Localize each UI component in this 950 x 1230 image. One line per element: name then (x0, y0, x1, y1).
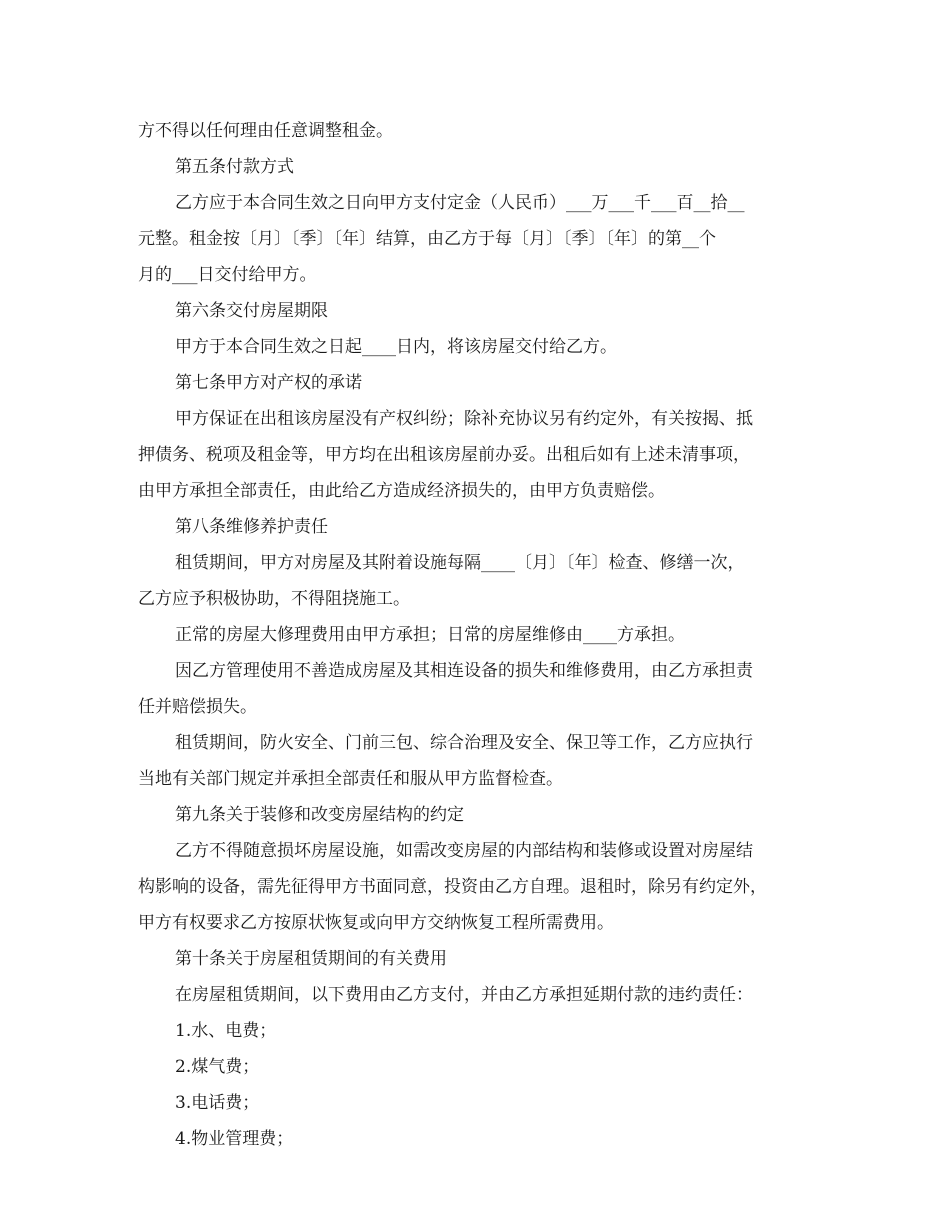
paragraph-line: 甲方有权要求乙方按原状恢复或向甲方交纳恢复工程所需费用。 (138, 913, 614, 933)
paragraph-line: 租赁期间，防火安全、门前三包、综合治理及安全、保卫等工作，乙方应执行 (175, 733, 753, 753)
section-heading-8: 第八条维修养护责任 (175, 517, 328, 537)
section-heading-9: 第九条关于装修和改变房屋结构的约定 (175, 805, 464, 825)
paragraph-line: 甲方保证在出租该房屋没有产权纠纷；除补充协议另有约定外，有关按揭、抵 (175, 409, 753, 429)
list-item: 4.物业管理费； (175, 1129, 294, 1149)
paragraph-line: 乙方应予积极协助，不得阻挠施工。 (138, 589, 410, 609)
section-heading-5: 第五条付款方式 (175, 157, 294, 177)
paragraph-line: 押债务、税项及租金等，甲方均在出租该房屋前办妥。出租后如有上述未清事项， (138, 445, 750, 465)
section-heading-7: 第七条甲方对产权的承诺 (175, 373, 362, 393)
paragraph-line: 乙方不得随意损坏房屋设施，如需改变房屋的内部结构和装修或设置对房屋结 (175, 841, 753, 861)
paragraph-line: 当地有关部门规定并承担全部责任和服从甲方监督检查。 (138, 769, 563, 789)
paragraph-line: 由甲方承担全部责任，由此给乙方造成经济损失的，由甲方负责赔偿。 (138, 481, 665, 501)
list-item: 2.煤气费； (175, 1057, 260, 1077)
list-item: 3.电话费； (175, 1093, 260, 1113)
paragraph-line: 元整。租金按〔月〕〔季〕〔年〕结算，由乙方于每〔月〕〔季〕〔年〕的第__个 (138, 229, 716, 249)
text-line: 方不得以任何理由任意调整租金。 (138, 121, 393, 141)
paragraph-line: 因乙方管理使用不善造成房屋及其相连设备的损失和维修费用，由乙方承担责 (175, 661, 753, 681)
section-heading-10: 第十条关于房屋租赁期间的有关费用 (175, 949, 447, 969)
paragraph-line: 租赁期间，甲方对房屋及其附着设施每隔____〔月〕〔年〕检查、修缮一次， (175, 553, 745, 573)
paragraph-line: 任并赔偿损失。 (138, 697, 257, 717)
paragraph-line: 在房屋租赁期间，以下费用由乙方支付，并由乙方承担延期付款的违约责任： (175, 985, 753, 1005)
contract-text (138, 113, 818, 1157)
paragraph-line: 月的___日交付给甲方。 (138, 265, 317, 285)
paragraph-line: 正常的房屋大修理费用由甲方承担；日常的房屋维修由____方承担。 (175, 625, 685, 645)
paragraph-line: 甲方于本合同生效之日起____日内，将该房屋交付给乙方。 (175, 337, 617, 357)
paragraph-line: 乙方应于本合同生效之日向甲方支付定金（人民币）___万___千___百__拾__ (175, 193, 745, 213)
paragraph-line: 构影响的设备，需先征得甲方书面同意，投资由乙方自理。退租时，除另有约定外， (138, 877, 767, 897)
list-item: 1.水、电费； (175, 1021, 277, 1041)
section-heading-6: 第六条交付房屋期限 (175, 301, 328, 321)
